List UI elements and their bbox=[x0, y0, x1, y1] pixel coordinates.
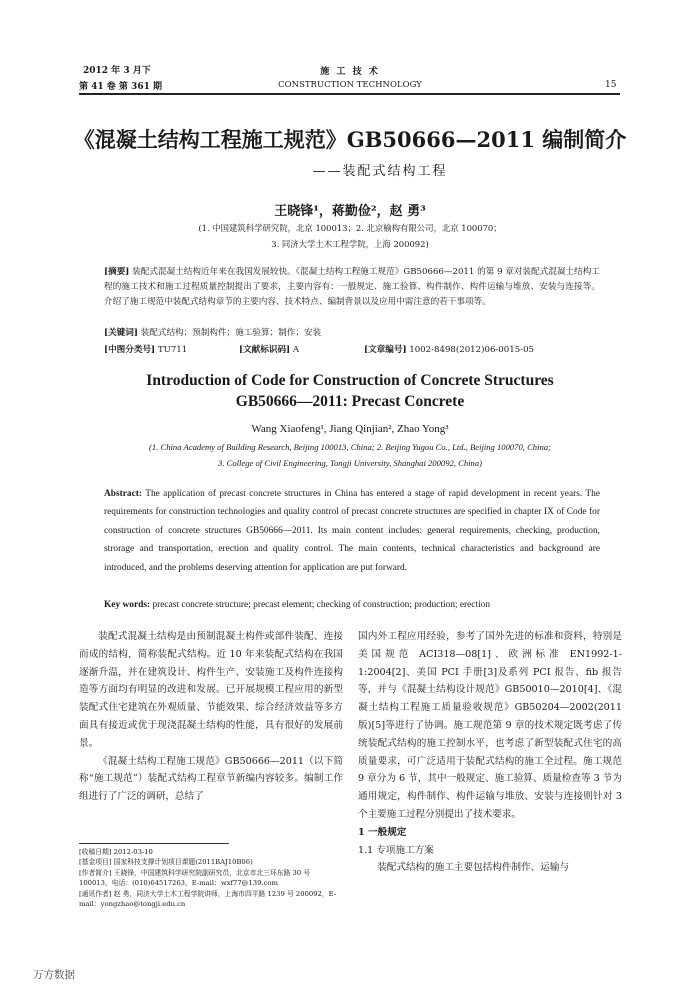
abstract-cn bbox=[104, 265, 600, 311]
authors-en: Wang Xiaofeng¹, Jiang Qinjian², Zhao Yong³ bbox=[251, 423, 449, 435]
header-page-number: 15 bbox=[605, 80, 617, 90]
abstract-en bbox=[104, 485, 600, 577]
abstract-en-text: The application of precast concrete structures in China has entered a stage of rapid development in recent years. The requirements for construction technologies and quality control of precast concrete structures are specified in chapter IX of Code for construction of concrete structures GB50666—2011. Its main content includes: general requirements, checking, production, strorage and transportation, erection and quality control. The main contents, technical characteristics and background are introduced, and the problems deserving attention for application are put forward. bbox=[104, 489, 600, 573]
doccode-value: A bbox=[292, 345, 300, 355]
body-right-paragraph-2: 装配式结构的施工主要包括构件制作、运输与 bbox=[377, 862, 570, 874]
abstract-cn-label: [摘要] bbox=[104, 267, 130, 277]
body-left-paragraph-2: 《混凝土结构工程施工规范》GB50666—2011（以下简称“施工规范”）装配式结构工程章节新编内容较多。编制工作组进行了广泛的调研，总结了 bbox=[79, 755, 343, 803]
footnote-received: [收稿日期] 2012-03-10 bbox=[79, 848, 153, 856]
footnote-author: [作者简介] 王晓锋，中国建筑科学研究院副研究员，北京市北三环东路 30 号 100013，电话：(010)64517263，E-mail：wxf77@139.com bbox=[79, 868, 311, 888]
subtitle-cn: ——装配式结构工程 bbox=[312, 164, 448, 179]
section-heading-1-1: 1.1 专项施工方案 bbox=[358, 844, 434, 856]
title-en-line-2: GB50666—2011: Precast Concrete bbox=[235, 393, 465, 410]
section-heading-1: 1 一般规定 bbox=[358, 826, 407, 838]
clc-label: [中图分类号] bbox=[104, 345, 156, 355]
abstract-cn-text: 装配式混凝土结构近年来在我国发展较快。《混凝土结构工程施工规范》GB50666—2011 的第 9 章对装配式混凝土结构工程的施工技术和施工过程质量控制提出了要求，主要内容有：一般规定、施工验算、构件制作、构件运输与堆放、安装与连接等。介绍了施工规范中装配式结构章节的主要内容、技术特点、编制背景以及应用中需注意的若干事项等。 bbox=[104, 267, 600, 308]
header-rule bbox=[79, 93, 620, 95]
authors-cn: 王晓锋¹，蒋勤俭²，赵 勇³ bbox=[274, 204, 426, 219]
affiliation-en-2: 3. College of Civil Engineering, Tongji University, Shanghai 200092, China) bbox=[218, 458, 482, 468]
keywords-en-text: precast concrete structure; precast element; checking of construction; production; erection bbox=[152, 600, 491, 610]
keywords-cn bbox=[104, 326, 600, 341]
body-right-paragraph-1: 国内外工程应用经验，参考了国外先进的标准和资料，特别是美国规范 ACI318—08[1]、欧洲标准 EN1992-1-1:2004[2]、美国 PCI 手册[3]及系列 PCI 报告、fib 报告等，并与《混凝土结构设计规范》GB50010—2010[4]、《混凝土结构工程施工质量验收规范》GB50204—2002(2011 版)[5]等进行了协调。施工规范第 9 章的技术规定既考虑了传统装配式结构的施工控制水平，也考虑了新型装配式住宅的高质量要求，可广泛适用于装配式结构的施工全过程。施工规范 9 章分为 6 节，其中一般规定、施工验算、质量检查等 3 节为通用规定，构件制作、构件运输与堆放、安装与连接则针对 3 个主要施工过程分别提出了技术要求。 bbox=[358, 631, 622, 820]
header-journal-en: CONSTRUCTION TECHNOLOGY bbox=[278, 80, 422, 90]
body-right-column bbox=[358, 628, 622, 877]
clc-value: TU711 bbox=[157, 345, 188, 355]
footnote-rule bbox=[79, 843, 229, 844]
footnotes bbox=[79, 847, 341, 909]
header-date: 2012 年 3 月下 bbox=[83, 66, 151, 76]
keywords-cn-text: 装配式结构；预制构件；施工验算；制作；安装 bbox=[140, 328, 322, 338]
keywords-en bbox=[104, 596, 600, 614]
article-no-value: 1002-8498(2012)06-0015-05 bbox=[409, 345, 535, 355]
affiliation-cn-1: (1. 中国建筑科学研究院，北京 100013；2. 北京榆构有限公司，北京 100070； bbox=[198, 223, 502, 233]
keywords-en-label: Key words: bbox=[104, 600, 151, 610]
affiliation-cn-2: 3. 同济大学土木工程学院，上海 200092) bbox=[271, 239, 429, 249]
header-journal-cn: 施 工 技 术 bbox=[320, 67, 380, 77]
title-cn: 《混凝土结构工程施工规范》GB50666—2011 编制简介 bbox=[73, 127, 627, 152]
keywords-cn-label: [关键词] bbox=[104, 328, 138, 338]
body-left-column bbox=[79, 628, 343, 806]
body-left-paragraph-1: 装配式混凝土结构是由预制混凝土构件或部件装配、连接而成的结构，简称装配式结构。近 10 年来装配式结构在我国逐渐升温，并在建筑设计、构件生产、安装施工及构件连接构造等方面均有明显的改进和发展。已开展规模工程应用的新型装配式住宅建筑在外观质量、节能效果、综合经济效益等多方面具有接近或优于现浇混凝土结构的性能，具有很好的发展前景。 bbox=[79, 631, 343, 749]
watermark: 万方数据 bbox=[33, 969, 75, 981]
header-volume: 第 41 卷 第 361 期 bbox=[79, 82, 162, 92]
footnote-fund: [基金项目] 国家科技支撑计划项目课题(2011BAJ10B06) bbox=[79, 858, 253, 867]
footnote-corresponding: [通讯作者] 赵 勇，同济大学土木工程学院讲师，上海市四平路 1239 号 200092，E-mail：yongzhao@tongji.edu.cn bbox=[79, 889, 337, 909]
article-no-label: [文章编号] bbox=[364, 345, 407, 355]
doccode-label: [文献标识码] bbox=[239, 345, 291, 355]
abstract-en-label: Abstract: bbox=[104, 489, 143, 499]
title-en-line-1: Introduction of Code for Construction of Concrete Structures bbox=[146, 372, 554, 389]
affiliation-en-1: (1. China Academy of Building Research, Beijing 100013, China; 2. Beijing Yugou Co., Ltd., Beijing 100070, China; bbox=[149, 442, 551, 452]
